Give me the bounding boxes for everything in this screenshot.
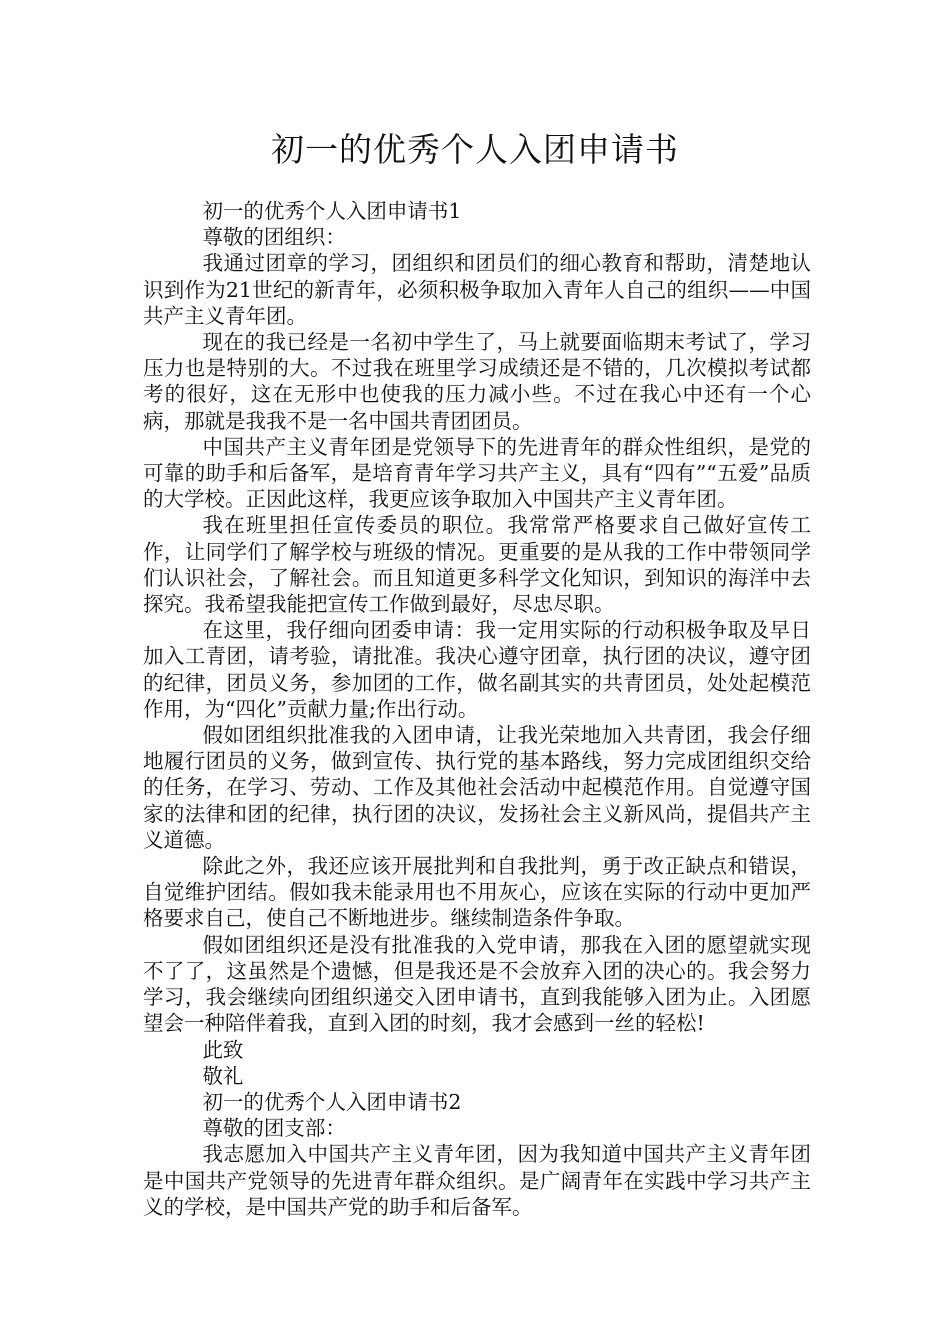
paragraph: 中国共产主义青年团是党领导下的先进青年的群众性组织，是党的可靠的助手和后备军，是培育青年学习共产主义，具有“四有”“五爱”品质的大学校。正因此这样，我更应该争取加入中国共产主义青年团。 <box>143 434 811 512</box>
paragraph: 现在的我已经是一名初中学生了，马上就要面临期末考试了，学习压力也是特别的大。不过我在班里学习成绩还是不错的，几次模拟考试都考的很好，这在无形中也使我的压力减小些。不过在我心中还有一个心病，那就是我我不是一名中国共青团团员。 <box>143 330 811 433</box>
closing-line: 敬礼 <box>202 1063 244 1088</box>
paragraph: 假如团组织批准我的入团申请，让我光荣地加入共青团，我会仔细地履行团员的义务，做到宣传、执行党的基本路线，努力完成团组织交给的任务，在学习、劳动、工作及其他社会活动中起模范作用。自觉遵守国家的法律和团的纪律，执行团的决议，发扬社会主义新风尚，提倡共产主义道德。 <box>143 723 811 852</box>
document-title: 初一的优秀个人入团申请书 <box>271 130 679 169</box>
paragraph: 我在班里担任宣传委员的职位。我常常严格要求自己做好宣传工作，让同学们了解学校与班级的情况。更重要的是从我的工作中带领同学们认识社会，了解社会。而且知道更多科学文化知识，到知识的海洋中去探究。我希望我能把宣传工作做到最好，尽忠尽职。 <box>143 513 811 617</box>
paragraph: 我通过团章的学习，团组织和团员们的细心教育和帮助，清楚地认识到作为21世纪的新青年，必须积极争取加入青年人自己的组织——中国共产主义青年团。 <box>143 251 811 328</box>
paragraph: 我志愿加入中国共产主义青年团，因为我知道中国共产主义青年团是中国共产党领导的先进青年群众组织。是广阔青年在实践中学习共产主义的学校，是中国共产党的助手和后备军。 <box>143 1142 811 1219</box>
paragraph: 假如团组织还是没有批准我的入党申请，那我在入团的愿望就实现不了了，这虽然是个遗憾，但是我还是不会放弃入团的决心的。我会努力学习，我会继续向团组织递交入团申请书，直到我能够入团为止。入团愿望会一种陪伴着我，直到入团的时刻，我才会感到一丝的轻松! <box>143 932 811 1036</box>
salutation-2: 尊敬的团支部： <box>202 1116 346 1141</box>
closing-line: 此致 <box>202 1037 244 1062</box>
document-body <box>143 198 811 1220</box>
section-heading-1: 初一的优秀个人入团申请书1 <box>202 199 462 223</box>
section-heading-2: 初一的优秀个人入团申请书2 <box>202 1089 462 1114</box>
paragraph: 除此之外，我还应该开展批判和自我批判，勇于改正缺点和错误，自觉维护团结。假如我未能录用也不用灰心，应该在实际的行动中更加严格要求自己，使自己不断地进步。继续制造条件争取。 <box>143 854 811 931</box>
salutation-1: 尊敬的团组织： <box>202 225 346 250</box>
paragraph: 在这里，我仔细向团委申请：我一定用实际的行动积极争取及早日加入工青团，请考验，请批准。我决心遵守团章，执行团的决议，遵守团的纪律，团员义务，参加团的工作，做名副其实的共青团员，处处起模范作用，为“四化”贡献力量;作出行动。 <box>143 618 811 721</box>
